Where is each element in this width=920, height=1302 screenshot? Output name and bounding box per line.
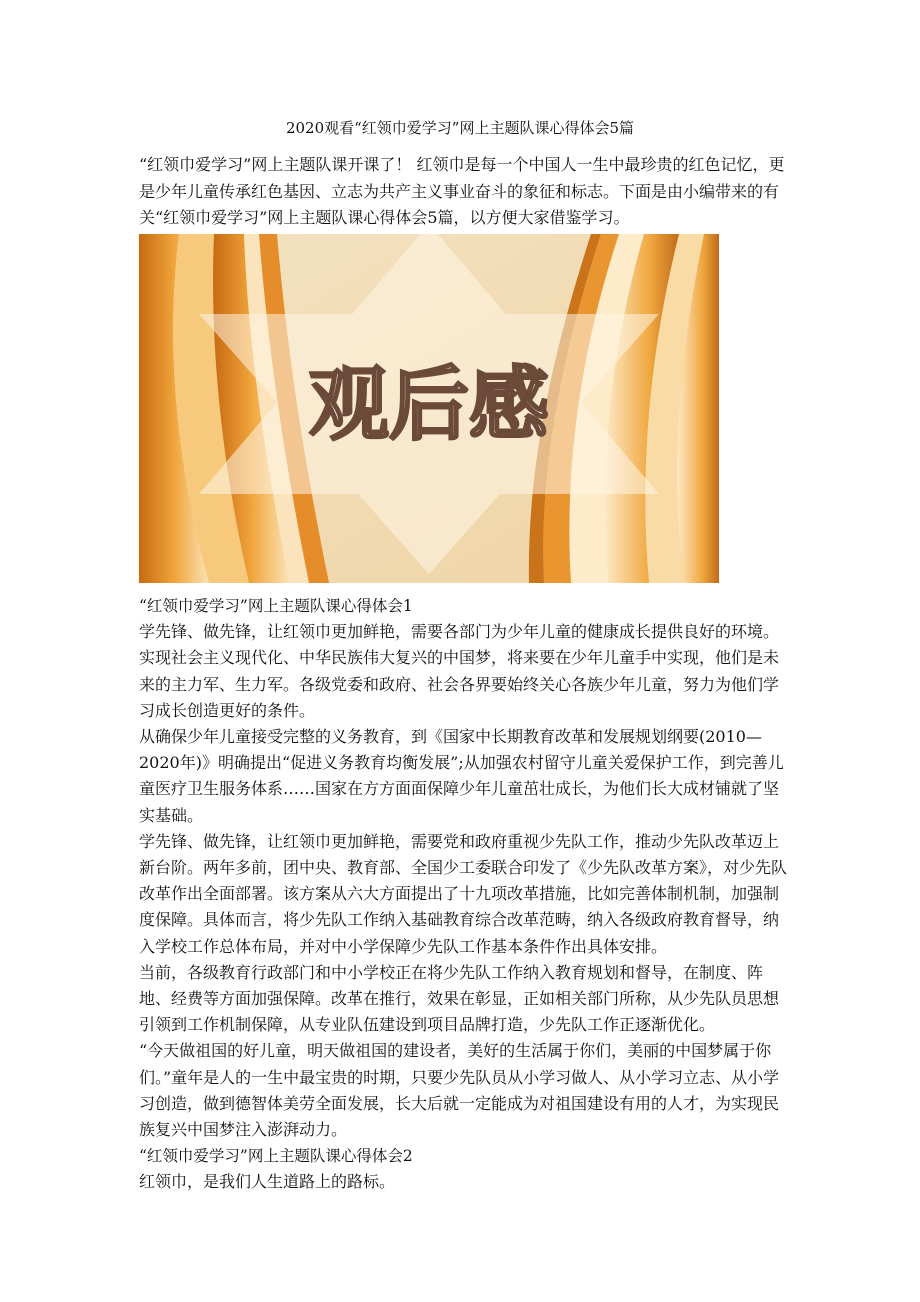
paragraph: 从确保少年儿童接受完整的义务教育，到《国家中长期教育改革和发展规划纲要(2010—2020年)》明确提出“促进义务教育均衡发展”;从加强农村留守儿童关爱保护工作，到完善儿童医疗卫生服务体系……国家在方方面面保障少年儿童茁壮成长，为他们长大成材铺就了坚实基础。 bbox=[139, 727, 784, 825]
hero-caption: 观后感 bbox=[309, 358, 549, 451]
section-heading-1: “红领巾爱学习”网上主题队课心得体会1 bbox=[139, 597, 413, 615]
paragraph: 学先锋、做先锋，让红领巾更加鲜艳，需要党和政府重视少先队工作，推动少先队改革迈上新台阶。两年多前，团中央、教育部、全国少工委联合印发了《少先队改革方案》，对少先队改革作出全面部署。该方案从六大方面提出了十九项改革措施，比如完善体制机制，加强制度保障。具体而言，将少先队工作纳入基础教育综合改革范畴，纳入各级政府教育督导，纳入学校工作总体布局，并对中小学保障少先队工作基本条件作出具体安排。 bbox=[139, 831, 788, 956]
paragraph: 当前，各级教育行政部门和中小学校正在将少先队工作纳入教育规划和督导，在制度、阵地、经费等方面加强保障。改革在推行，效果在彰显，正如相关部门所称，从少先队员思想引领到工作机制保障，从专业队伍建设到项目品牌打造，少先队工作正逐渐优化。 bbox=[139, 962, 780, 1035]
hero-image bbox=[139, 234, 719, 583]
intro-paragraph bbox=[139, 152, 789, 232]
hero-illustration bbox=[139, 234, 719, 583]
section-heading-2: “红领巾爱学习”网上主题队课心得体会2 bbox=[139, 1147, 413, 1166]
paragraph: 学先锋、做先锋，让红领巾更加鲜艳，需要各部门为少年儿童的健康成长提供良好的环境。实现社会主义现代化、中华民族伟大复兴的中国梦，将来要在少年儿童手中实现，他们是未来的主力军、生力军。各级党委和政府、社会各界要始终关心各族少年儿童，努力为他们学习成长创造更好的条件。 bbox=[139, 622, 780, 720]
intro-text: “红领巾爱学习”网上主题队课开课了！ 红领巾是每一个中国人一生中最珍贵的红色记忆，更是少年儿童传承红色基因、立志为共产主义事业奋斗的象征和标志。下面是由小编带来的有关“红领巾爱学习”网上主题队课心得体会5篇，以方便大家借鉴学习。 bbox=[139, 155, 785, 227]
page-title: 2020观看“红领巾爱学习”网上主题队课心得体会5篇 bbox=[285, 119, 635, 137]
article-body bbox=[139, 593, 794, 1196]
paragraph: “今天做祖国的好儿童，明天做祖国的建设者，美好的生活属于你们，美丽的中国梦属于你们。”童年是人的一生中最宝贵的时期，只要少先队员从小学习做人、从小学习立志、从小学习创造，做到德智体美劳全面发展，长大后就一定能成为对祖国建设有用的人才，为实现民族复兴中国梦注入澎湃动力。 bbox=[139, 1041, 780, 1140]
paragraph: 红领巾，是我们人生道路上的路标。 bbox=[139, 1172, 396, 1192]
